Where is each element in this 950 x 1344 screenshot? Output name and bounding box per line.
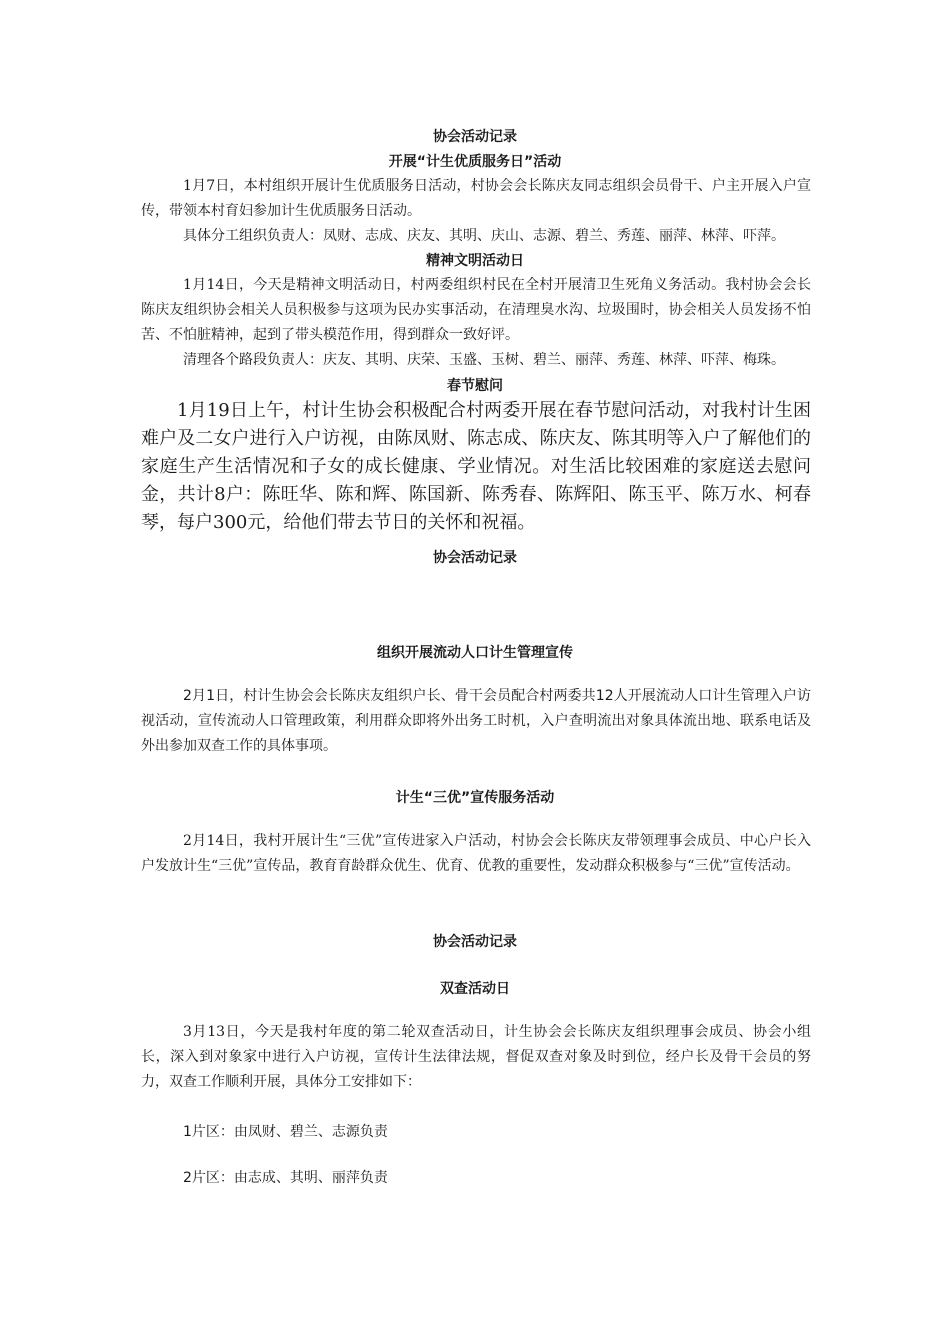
section-header: 协会活动记录 — [433, 934, 517, 950]
event-paragraph: 1月14日，今天是精神文明活动日，村两委组织村民在全村开展清卫生死角义务活动。我村协会会长陈庆友组织协会相关人员积极参与这项为民办实事活动，在清理臭水沟、垃圾围时，协会相关人员发扬不怕苦、不怕脏精神，起到了带头模范作用，得到群众一致好评。 — [141, 277, 811, 343]
event-title: 精神文明活动日 — [426, 253, 524, 269]
event-title: 春节慰问 — [447, 378, 503, 394]
zone-assignment: 1片区：由凤财、碧兰、志源负责 — [183, 1124, 388, 1140]
event-paragraph: 1月19日上午，村计生协会积极配合村两委开展在春节慰问活动，对我村计生困难户及二女户进行入户访视，由陈凤财、陈志成、陈庆友、陈其明等入户了解他们的家庭生产生活情况和子女的成长健康、学业情况。对生活比较困难的家庭送去慰问金，共计8户：陈旺华、陈和辉、陈国新、陈秀春、陈辉阳、陈玉平、陈万水、柯春琴，每户300元，给他们带去节日的关怀和祝福。 — [141, 400, 811, 533]
section-header: 协会活动记录 — [433, 129, 517, 145]
event-paragraph: 3月13日，今天是我村年度的第二轮双查活动日，计生协会会长陈庆友组织理事会成员、协会小组长，深入到对象家中进行入户访视，宣传计生法律法规，督促双查对象及时到位，经户长及骨干会员的努力，双查工作顺利开展，具体分工安排如下： — [141, 1024, 811, 1090]
event-title: 开展“计生优质服务日”活动 — [388, 154, 562, 170]
event-title: 组织开展流动人口计生管理宣传 — [377, 645, 573, 661]
event-paragraph: 1月7日，本村组织开展计生优质服务日活动，村协会会长陈庆友同志组织会员骨干、户主开展入户宣传，带领本村育妇参加计生优质服务日活动。 — [141, 178, 811, 219]
section-header: 协会活动记录 — [433, 550, 517, 566]
event-title: 计生“三优”宣传服务活动 — [395, 790, 555, 806]
event-title: 双查活动日 — [440, 981, 510, 997]
event-paragraph: 2月14日，我村开展计生“三优”宣传进家入户活动，村协会会长陈庆友带领理事会成员、中心户长入户发放计生“三优”宣传品，教育育龄群众优生、优育、优教的重要性，发动群众积极参与“三优”宣传活动。 — [141, 833, 811, 874]
event-paragraph: 具体分工组织负责人：凤财、志成、庆友、其明、庆山、志源、碧兰、秀莲、丽萍、林萍、吓萍。 — [183, 228, 785, 244]
event-paragraph: 清理各个路段负责人：庆友、其明、庆荣、玉盛、玉树、碧兰、丽萍、秀莲、林萍、吓萍、梅珠。 — [183, 352, 785, 368]
zone-assignment: 2片区：由志成、其明、丽萍负责 — [183, 1170, 388, 1186]
event-paragraph: 2月1日，村计生协会会长陈庆友组织户长、骨干会员配合村两委共12人开展流动人口计生管理入户访视活动，宣传流动人口管理政策，利用群众即将外出务工时机，入户查明流出对象具体流出地、联系电话及外出参加双查工作的具体事项。 — [141, 688, 811, 754]
